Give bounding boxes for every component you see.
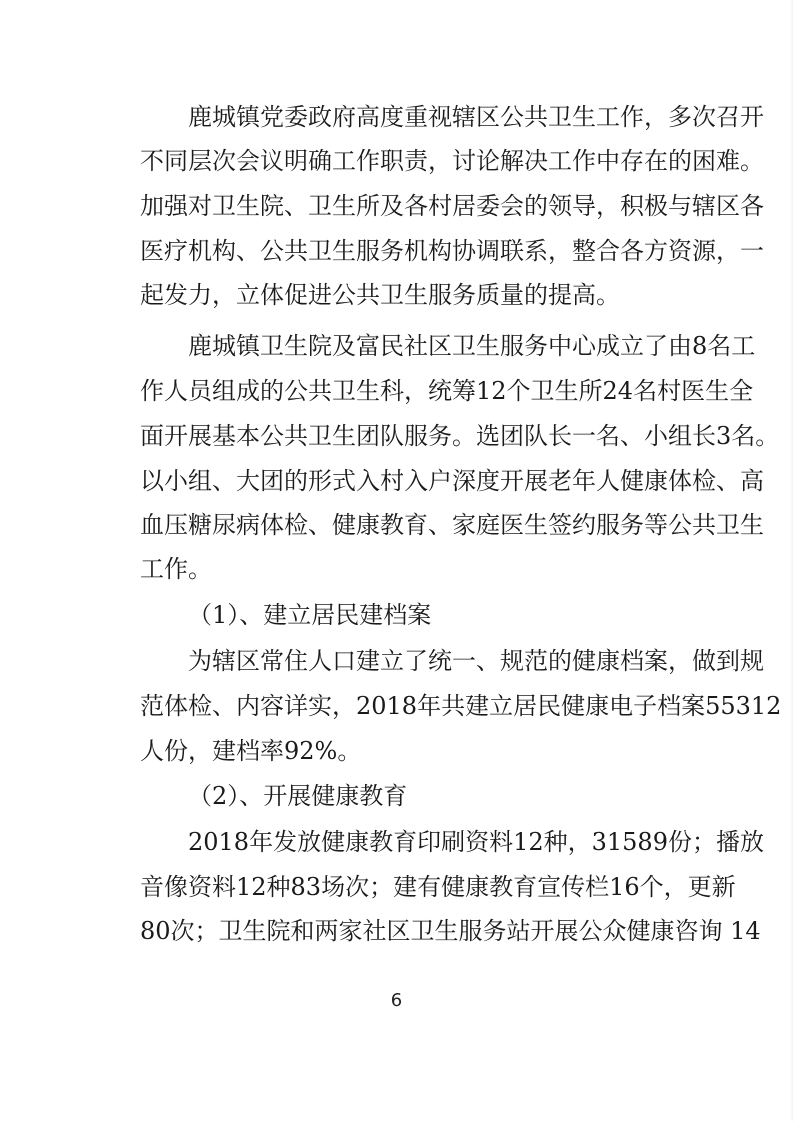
paragraph-2-line-4: 以小组、大团的形式入村入户深度开展老年人健康体检、高 (140, 467, 764, 495)
page-number: 6 (390, 990, 403, 1011)
paragraph-4-line-2: 音像资料12种83场次；建有健康教育宣传栏16个，更新 (140, 873, 736, 901)
paragraph-3-line-2: 范体检、内容详实，2018年共建立居民健康电子档案55312 (140, 692, 782, 720)
paragraph-2-line-1: 鹿城镇卫生院及富民社区卫生服务中心成立了由8名工 (188, 332, 756, 360)
paragraph-3-line-3: 人份，建档率92%。 (140, 737, 362, 765)
paragraph-2-line-5: 血压糖尿病体检、健康教育、家庭医生签约服务等公共卫生 (140, 511, 764, 539)
paragraph-1-line-3: 加强对卫生院、卫生所及各村居委会的领导，积极与辖区各 (140, 192, 764, 220)
section-heading-1: （1）、建立居民建档案 (188, 601, 432, 629)
paragraph-1-line-4: 医疗机构、公共卫生服务机构协调联系，整合各方资源，一 (140, 237, 764, 265)
paragraph-1-line-2: 不同层次会议明确工作职责，讨论解决工作中存在的困难。 (140, 147, 764, 175)
paragraph-2-line-3: 面开展基本公共卫生团队服务。选团队长一名、小组长3名。 (140, 422, 780, 450)
section-heading-2: （2）、开展健康教育 (188, 782, 408, 810)
paragraph-2-line-2: 作人员组成的公共卫生科，统筹12个卫生所24名村医生全 (140, 377, 754, 405)
paragraph-1-line-1: 鹿城镇党委政府高度重视辖区公共卫生工作，多次召开 (188, 103, 764, 131)
paragraph-2-line-6: 工作。 (140, 555, 212, 583)
paragraph-3-line-1: 为辖区常住人口建立了统一、规范的健康档案，做到规 (188, 647, 764, 675)
paragraph-4-line-1: 2018年发放健康教育印刷资料12种，31589份；播放 (188, 828, 764, 856)
paragraph-4-line-3: 80次；卫生院和两家社区卫生服务站开展公众健康咨询 14 (140, 917, 761, 945)
paragraph-1-line-5: 起发力，立体促进公共卫生服务质量的提高。 (140, 281, 620, 309)
